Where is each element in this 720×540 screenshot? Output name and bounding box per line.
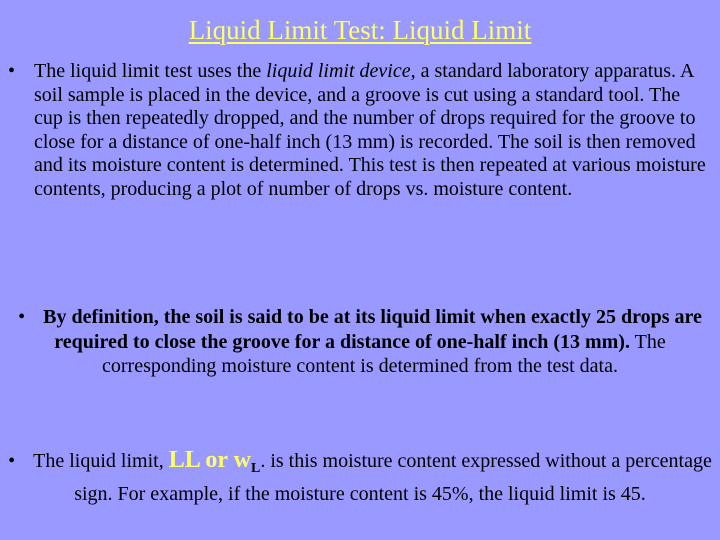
slide-title: Liquid Limit Test: Liquid Limit (188, 15, 532, 45)
bullet-text-part: The liquid limit, (33, 450, 169, 472)
bullet-marker: • (8, 60, 16, 82)
bullet-marker: • (8, 450, 16, 472)
bullet-item-definition (0, 305, 720, 379)
or-word: or (199, 447, 234, 473)
bullet-text-part: a standard laboratory apparatus. A soil sample is placed in the device, and a groove is cut using a standard tool. The cup is then repeatedly dropped, and the number of drops required for the groove to close for a distance of one-half inch (13 mm) is recorded. The soil is then removed and its moisture content is determined. This test is then repeated at various moisture contents, producing a plot of number of drops vs. moisture content. (34, 60, 706, 200)
w-symbol: w (233, 447, 251, 473)
bullet-item-liquid-limit-symbol (0, 448, 720, 506)
bullet-text (34, 60, 710, 201)
bullet-marker: • (18, 306, 26, 328)
ll-symbol: LL (168, 447, 200, 473)
w-subscript: L (250, 461, 261, 476)
bullet-text-part: . is this moisture content expressed without a percentage sign. For example, if the moisture content is 45%, the liquid limit is 45. (74, 450, 712, 505)
bullet-text-part: The liquid limit test uses the (34, 60, 267, 82)
definition-plain-text: The corresponding moisture content is determined from the test data. (102, 330, 666, 377)
bullet-item-device-description (0, 60, 720, 201)
definition-bold-text: By definition, the soil is said to be at its liquid limit when exactly 25 drops are required to close the groove for a distance of one-half inch (13 mm). (43, 306, 702, 353)
device-name-italic: liquid limit device, (266, 60, 416, 82)
